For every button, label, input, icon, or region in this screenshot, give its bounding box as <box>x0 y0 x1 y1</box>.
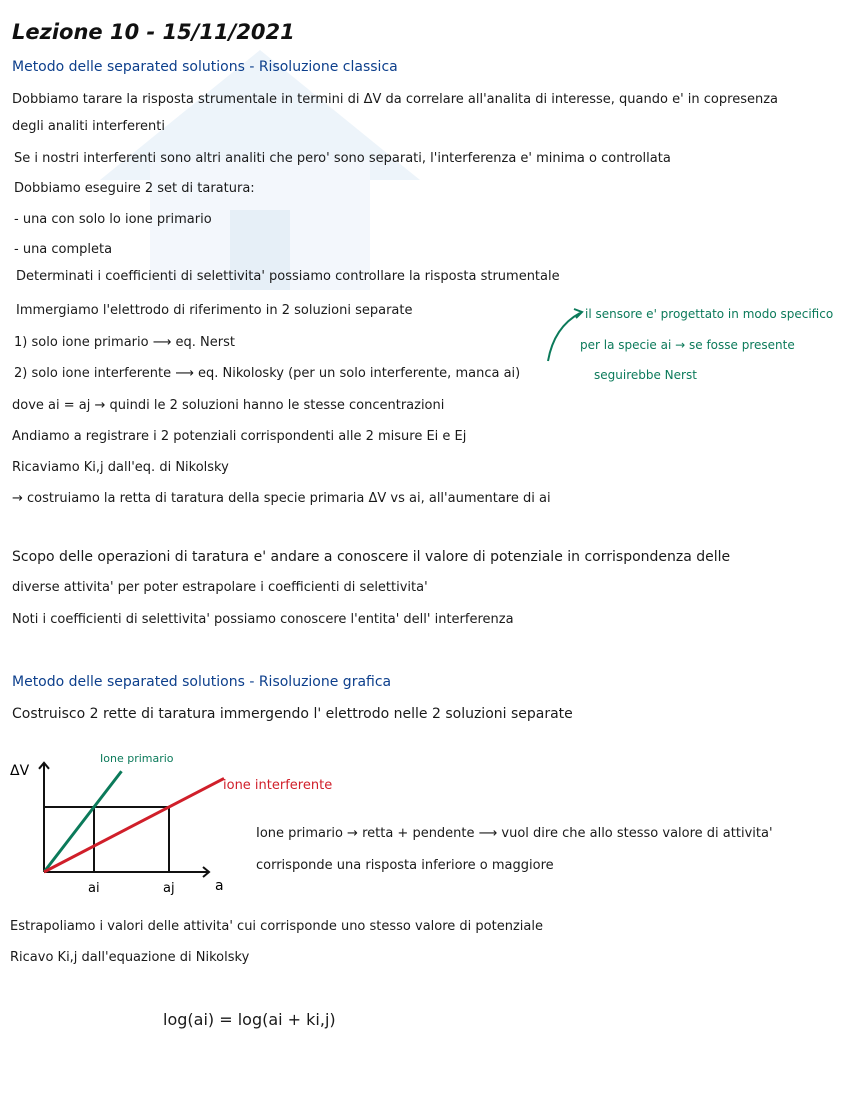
page-title: Lezione 10 - 15/11/2021 <box>12 20 295 44</box>
s1-line-4: - una con solo lo ione primario <box>14 212 212 227</box>
explanation-line-1: corrisponde una risposta inferiore o maggiore <box>256 858 554 873</box>
series-line-interferent <box>44 778 224 872</box>
nikolsky-formula: log(ai) = log(ai + ki,j) <box>163 1010 336 1029</box>
x-tick-ai: ai <box>88 881 100 896</box>
s1-line-5: - una completa <box>14 242 113 257</box>
note-line-0: il sensore e' progettato in modo specifico <box>585 307 834 321</box>
note-line-2: seguirebbe Nerst <box>594 368 697 382</box>
s1-line-2: Se i nostri interferenti sono altri analiti che pero' sono separati, l'interferenza e' minima o controllata <box>14 151 671 166</box>
x-axis-label: a <box>215 878 224 894</box>
p2-line-0: Scopo delle operazioni di taratura e' andare a conoscere il valore di potenziale in corrispondenza delle <box>12 549 731 565</box>
p2-line-1: diverse attivita' per poter estrapolare i coefficienti di selettivita' <box>12 580 428 595</box>
s1-line-12: Ricaviamo Ki,j dall'eq. di Nikolsky <box>12 460 229 475</box>
series-label-primary: Ione primario <box>100 752 174 765</box>
p2-line-2: Noti i coefficienti di selettivita' possiamo conoscere l'entita' dell' interferenza <box>12 612 514 627</box>
series-line-primary <box>44 771 122 872</box>
s1-line-8: 1) solo ione primario ⟶ eq. Nerst <box>14 335 235 350</box>
series-label-interferent: ione interferente <box>223 778 333 793</box>
s1-line-3: Dobbiamo eseguire 2 set di taratura: <box>14 181 255 196</box>
note-line-1: per la specie ai → se fosse presente <box>580 338 795 352</box>
calibration-chart <box>8 745 348 905</box>
s1-line-13: → costruiamo la retta di taratura della specie primaria ΔV vs ai, all'aumentare di ai <box>12 491 551 506</box>
s1-line-0: Dobbiamo tarare la risposta strumentale in termini di ΔV da correlare all'analita di interesse, quando e' in copresenza <box>12 92 778 107</box>
s1-line-9: 2) solo ione interferente ⟶ eq. Nikolosky (per un solo interferente, manca ai) <box>14 366 521 381</box>
after-line-1: Ricavo Ki,j dall'equazione di Nikolsky <box>10 950 250 965</box>
s1-line-10: dove ai = aj → quindi le 2 soluzioni hanno le stesse concentrazioni <box>12 398 445 413</box>
explanation-line-0: Ione primario → retta + pendente ⟶ vuol dire che allo stesso valore di attivita' <box>256 826 773 841</box>
section1-heading: Metodo delle separated solutions - Risoluzione classica <box>12 59 398 75</box>
s1-line-7: Immergiamo l'elettrodo di riferimento in 2 soluzioni separate <box>16 303 413 318</box>
section2-intro: Costruisco 2 rette di taratura immergendo l' elettrodo nelle 2 soluzioni separate <box>12 706 573 722</box>
y-axis-label: ΔV <box>10 762 30 779</box>
after-line-0: Estrapoliamo i valori delle attivita' cui corrisponde uno stesso valore di potenziale <box>10 919 543 934</box>
section2-heading: Metodo delle separated solutions - Risoluzione grafica <box>12 674 392 690</box>
note-bracket-arrow <box>540 305 590 367</box>
s1-line-1: degli analiti interferenti <box>12 119 165 134</box>
x-tick-aj: aj <box>163 881 175 896</box>
s1-line-11: Andiamo a registrare i 2 potenziali corrispondenti alle 2 misure Ei e Ej <box>12 429 467 444</box>
s1-line-6: Determinati i coefficienti di selettivita' possiamo controllare la risposta strumentale <box>16 269 560 284</box>
